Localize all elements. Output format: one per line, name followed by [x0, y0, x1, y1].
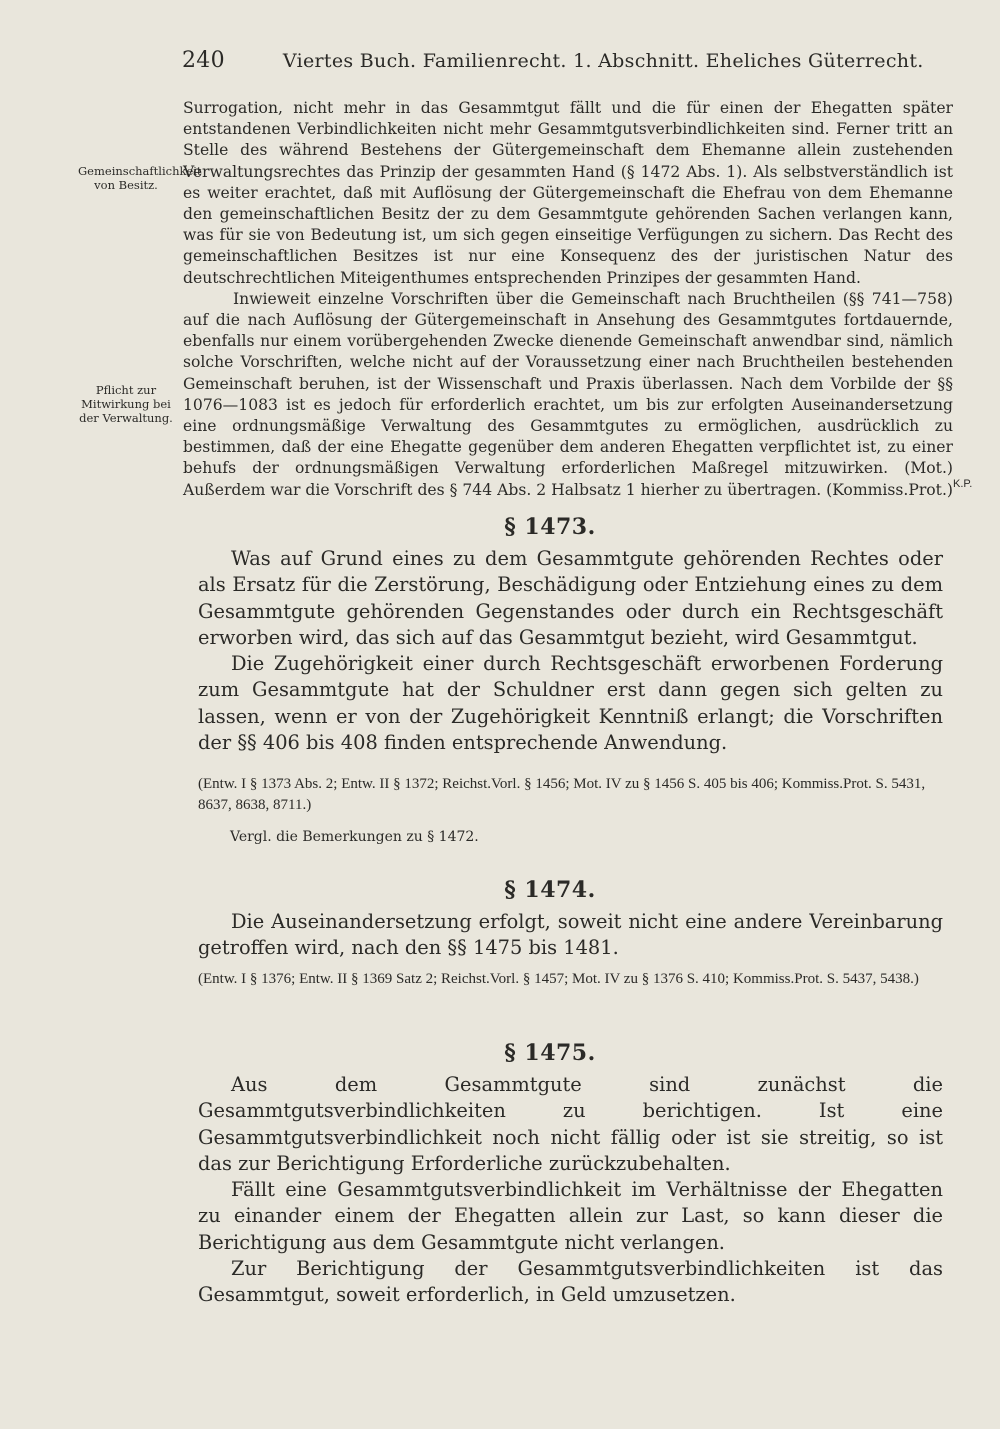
- section-heading: § 1473.: [504, 514, 596, 540]
- commentary-block: [183, 98, 953, 501]
- section-paragraph: Aus dem Gesammtgute sind zunächst die Gesammtgutsverbindlichkeiten zu berichtigen. Ist eine Gesammtgutsverbindlichkeit noch nicht fällig oder ist sie streitig, so ist das zur Berichtigung Erforderliche zurückzubehalten.: [198, 1073, 943, 1175]
- section-body: [198, 1072, 943, 1309]
- section-paragraph: Zur Berichtigung der Gesammtgutsverbindlichkeiten ist das Gesammtgut, soweit erforderlich, in Geld umzusetzen.: [198, 1257, 943, 1307]
- margin-mark-kp: K.P.: [953, 478, 973, 490]
- commentary-paragraph: Inwieweit einzelne Vorschriften über die Gemeinschaft nach Bruchtheilen (§§ 741—758) auf die nach Auflösung der Gütergemeinschaft in Ansehung des Gesammtgutes fortdauernde, ebenfalls nur einem vorübergehenden Zwecke dienende Gemeinschaft anwendbar sind, nämlich solche Vorschriften, welche nicht auf der Voraussetzung einer nach Bruchtheilen bestehenden Gemeinschaft beruhen, ist der Wissenschaft und Praxis überlassen. Nach dem Vorbilde der §§ 1076—1083 ist es jedoch für erforderlich erachtet, um bis zur erfolgten Auseinandersetzung eine ordnungsmäßige Verwaltung des Gesammtgutes zu ermöglichen, ausdrücklich zu bestimmen, daß der eine Ehegatte gegenüber dem anderen Ehegatten verpflichtet ist, zu einer behufs der ordnungsmäßigen Verwaltung erforderlichen Maßregel mitzuwirken. (Mot.) Außerdem war die Vorschrift des § 744 Abs. 2 Halbsatz 1 hierher zu übertragen. (Kommiss.Prot.): [183, 289, 953, 499]
- section-paragraph: Die Zugehörigkeit einer durch Rechtsgeschäft erworbenen Forderung zum Gesammtgute hat der Schuldner erst dann gegen sich gelten zu lassen, wenn er von der Zugehörigkeit Kenntniß erlangt; die Vorschriften der §§ 406 bis 408 finden entsprechende Anwendung.: [198, 652, 943, 755]
- running-title: Viertes Buch. Familienrecht. 1. Abschnitt. Eheliches Güterrecht.: [282, 50, 924, 72]
- page-number: 240: [182, 48, 225, 73]
- running-header: [182, 48, 942, 73]
- section-heading: § 1474.: [504, 877, 596, 903]
- commentary-paragraph: Surrogation, nicht mehr in das Gesammtgut fällt und die für einen der Ehegatten später entstandenen Verbindlichkeiten nicht mehr Gesammtgutsverbindlichkeiten sind. Ferner tritt an Stelle des während Bestehens der Gütergemeinschaft dem Ehemanne allein zustehenden Verwaltungsrechtes das Prinzip der gesammten Hand (§ 1472 Abs. 1). Als selbstverständlich ist es weiter erachtet, daß mit Auflösung der Gütergemeinschaft die Ehefrau von dem Ehemanne den gemeinschaftlichen Besitz der zu dem Gesammtgute gehörenden Sachen verlangen kann, was für sie von Bedeutung ist, um sich gegen einseitige Verfügungen zu sichern. Das Recht des gemeinschaftlichen Besitzes ist nur eine Konsequenz des der juristischen Natur des deutschrechtlichen Miteigenthumes entsprechenden Prinzipes der gesammten Hand.: [183, 99, 953, 287]
- section-paragraph: Was auf Grund eines zu dem Gesammtgute gehörenden Rechtes oder als Ersatz für die Zerstörung, Beschädigung oder Entziehung eines zu dem Gesammtgute gehörenden Gegenstandes oder durch ein Rechtsgeschäft erworben wird, das sich auf das Gesammtgut bezieht, wird Gesammtgut.: [198, 547, 943, 649]
- section-source: (Entw. I § 1376; Entw. II § 1369 Satz 2; Reichst.Vorl. § 1457; Mot. IV zu § 1376 S. 410; Kommiss.Prot. S. 5437, 5438.): [198, 971, 919, 987]
- section-paragraph: Fällt eine Gesammtgutsverbindlichkeit im Verhältnisse der Ehegatten zu einander einem der Ehegatten allein zur Last, so kann dieser die Berichtigung aus dem Gesammtgute nicht verlangen.: [198, 1178, 943, 1254]
- section-body: [198, 909, 943, 962]
- section-source: (Entw. I § 1373 Abs. 2; Entw. II § 1372; Reichst.Vorl. § 1456; Mot. IV zu § 1456 S. 405 bis 406; Kommiss.Prot. S. 5431, 8637, 8638, 8711.): [198, 776, 926, 813]
- section-note: Vergl. die Bemerkungen zu § 1472.: [230, 829, 479, 845]
- section-paragraph: Die Auseinandersetzung erfolgt, soweit nicht eine andere Vereinbarung getroffen wird, nach den §§ 1475 bis 1481.: [198, 910, 943, 960]
- section-heading: § 1475.: [504, 1040, 596, 1066]
- section-body: [198, 546, 943, 756]
- margin-note-cooperation: Pflicht zur Mitwirkung bei der Verwaltung.: [79, 383, 173, 425]
- margin-note-possession: Gemeinschaftlichkeit von Besitz.: [78, 164, 202, 192]
